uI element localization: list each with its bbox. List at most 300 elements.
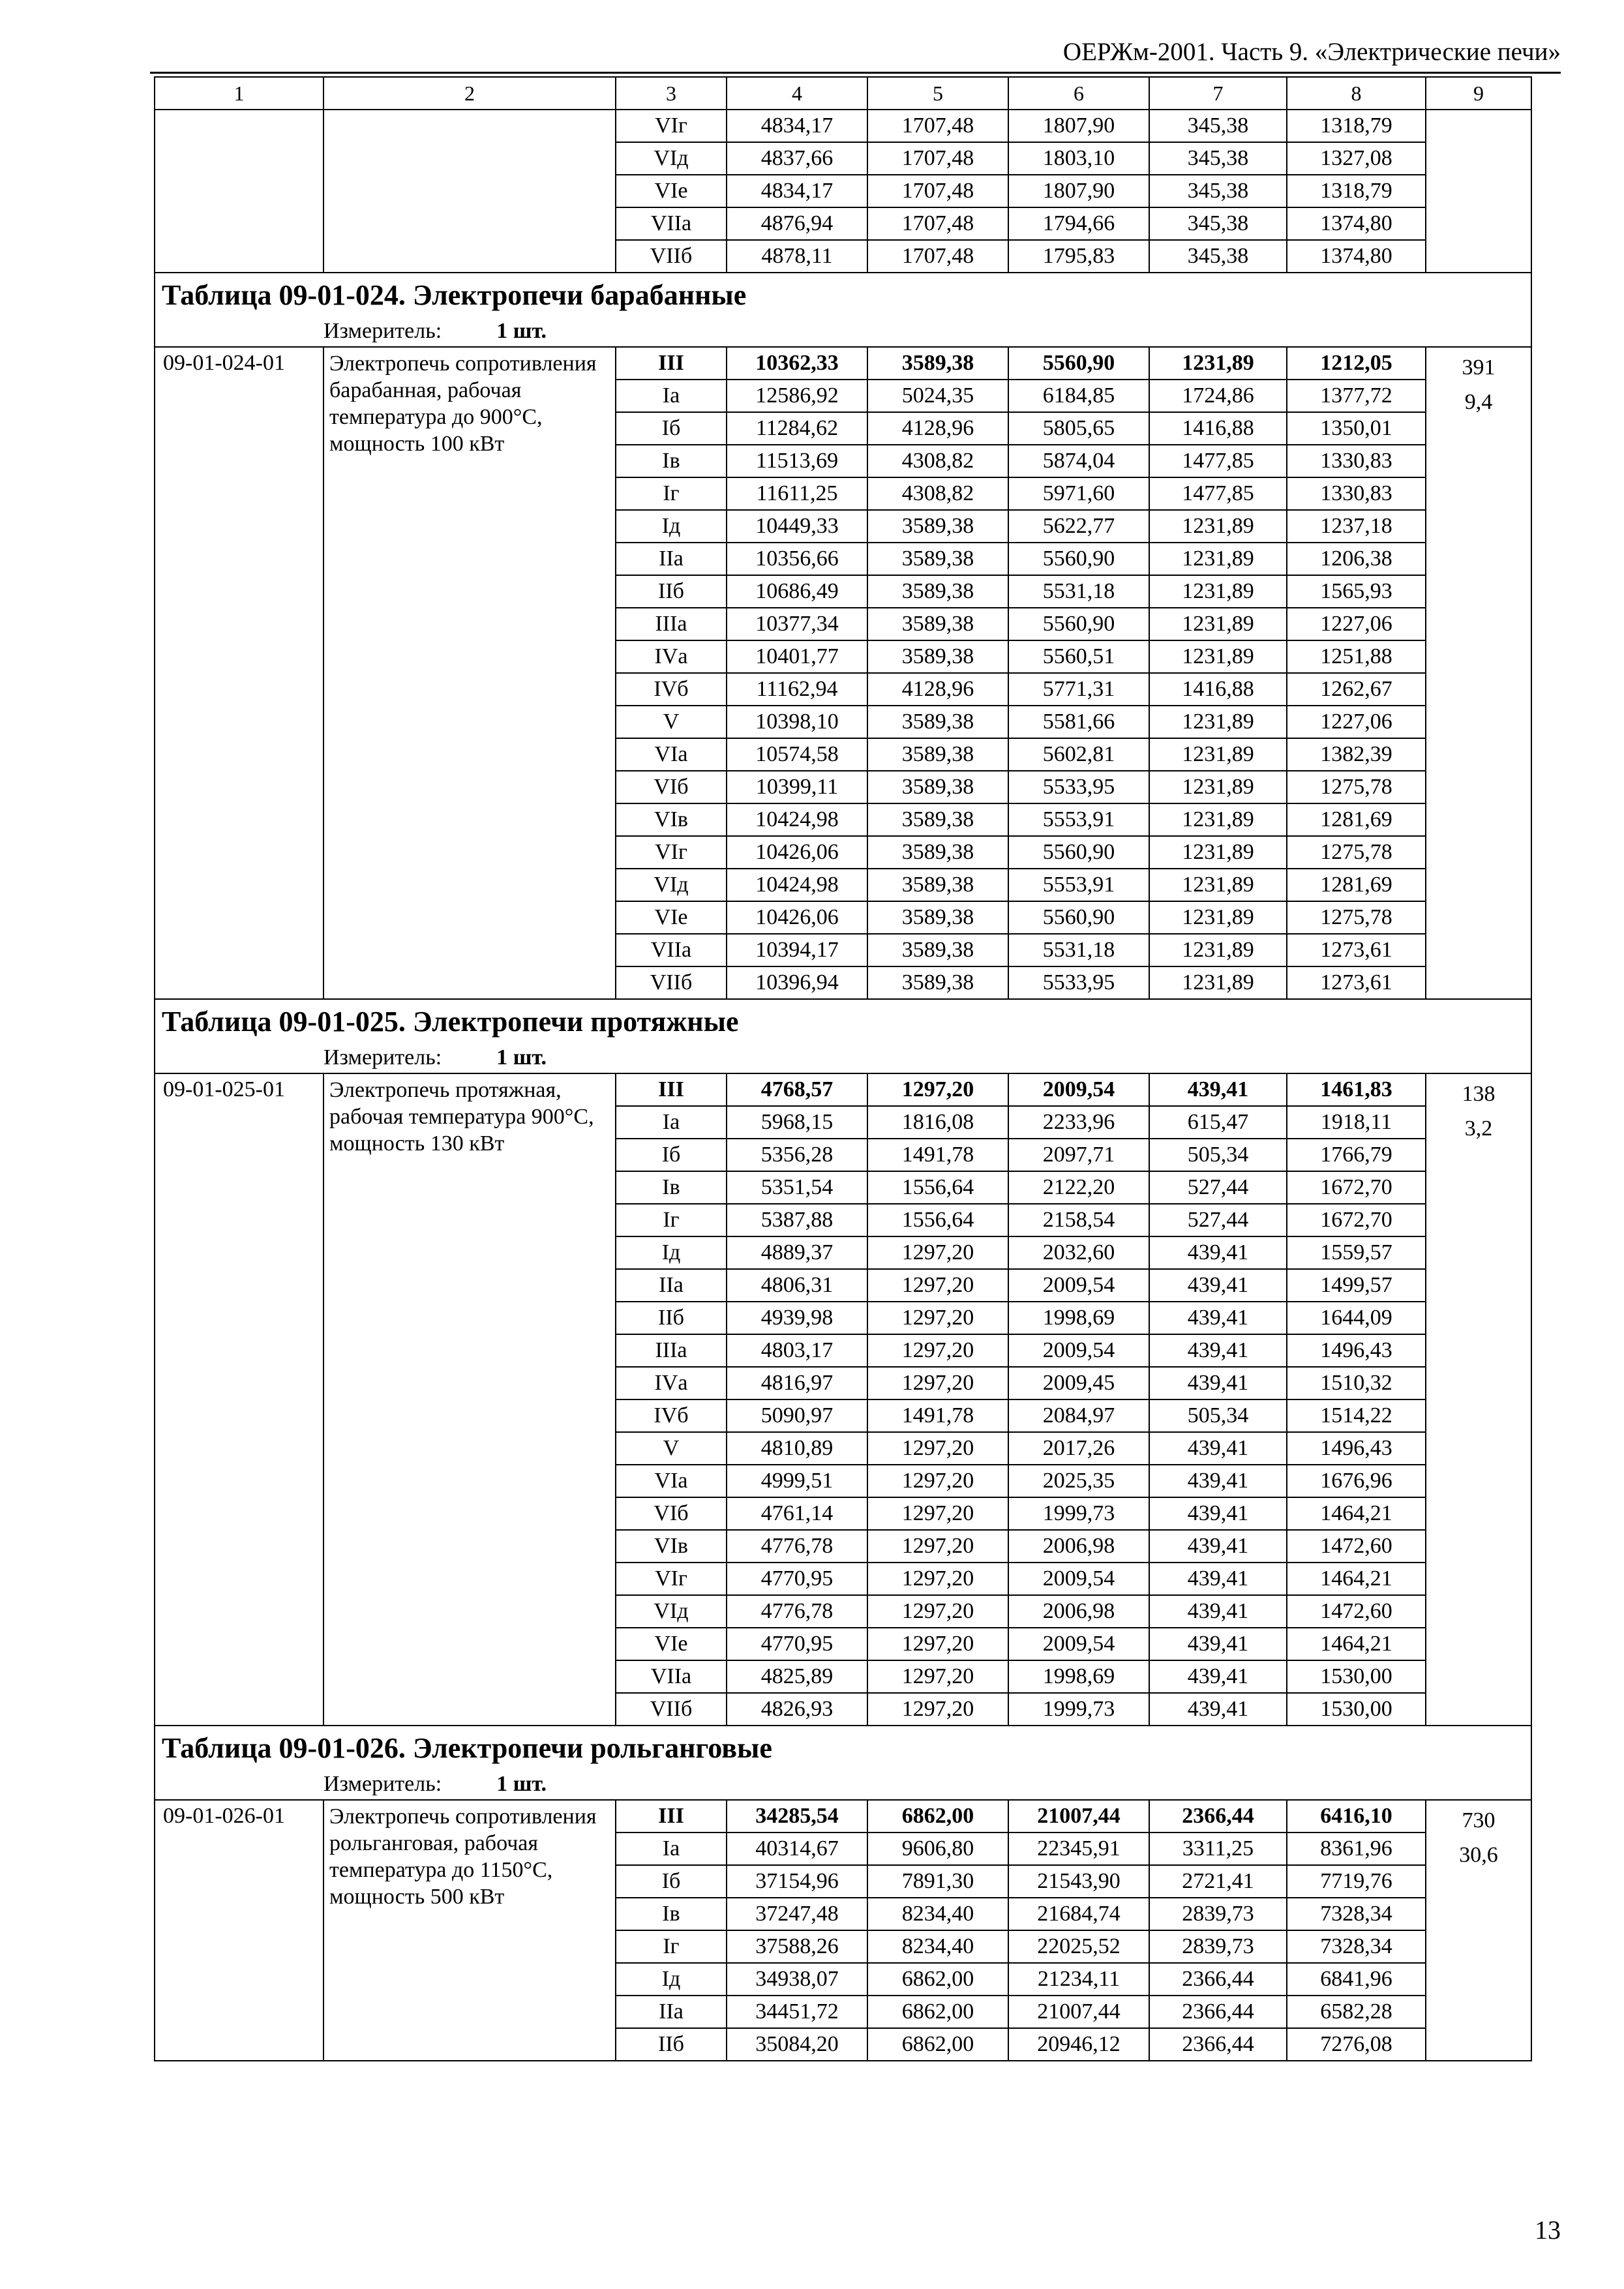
value-cell: 4768,57 <box>727 1073 867 1106</box>
value-cell: 5531,18 <box>1008 575 1149 608</box>
zone-cell: VIд <box>616 869 727 901</box>
value-cell: 4776,78 <box>727 1595 867 1628</box>
value-cell: 5533,95 <box>1008 771 1149 803</box>
value-cell: 22345,91 <box>1008 1833 1149 1865</box>
value-cell: 10377,34 <box>727 608 867 640</box>
zone-cell: VIг <box>616 1563 727 1595</box>
value-cell: 2009,54 <box>1008 1334 1149 1367</box>
value-cell: 1464,21 <box>1287 1628 1426 1660</box>
value-cell: 1999,73 <box>1008 1693 1149 1726</box>
value-cell: 1491,78 <box>867 1139 1008 1171</box>
value-cell: 1565,93 <box>1287 575 1426 608</box>
value-cell: 4128,96 <box>867 673 1008 706</box>
value-cell: 1803,10 <box>1008 142 1149 175</box>
zone-cell: IVа <box>616 1367 727 1399</box>
extra-value: 730 <box>1462 1808 1496 1833</box>
zone-cell: VIг <box>616 110 727 142</box>
value-cell: 1491,78 <box>867 1399 1008 1432</box>
value-cell: 5560,90 <box>1008 608 1149 640</box>
value-cell: 5622,77 <box>1008 510 1149 543</box>
value-cell: 1297,20 <box>867 1073 1008 1106</box>
value-cell: 2122,20 <box>1008 1171 1149 1204</box>
zone-cell: Iг <box>616 477 727 510</box>
value-cell: 1464,21 <box>1287 1563 1426 1595</box>
column-number: 3 <box>616 77 727 110</box>
value-cell: 1477,85 <box>1149 445 1287 477</box>
value-cell: 5971,60 <box>1008 477 1149 510</box>
value-cell: 4770,95 <box>727 1628 867 1660</box>
meter-row <box>155 1045 1531 1073</box>
column-number: 5 <box>867 77 1008 110</box>
value-cell: 1297,20 <box>867 1628 1008 1660</box>
zone-cell: Iд <box>616 1236 727 1269</box>
value-cell: 1530,00 <box>1287 1660 1426 1693</box>
value-cell: 1281,69 <box>1287 803 1426 836</box>
value-cell: 1816,08 <box>867 1106 1008 1139</box>
value-cell: 2721,41 <box>1149 1865 1287 1898</box>
value-cell: 34451,72 <box>727 1996 867 2028</box>
value-cell: 4889,37 <box>727 1236 867 1269</box>
zone-cell: VIIб <box>616 966 727 999</box>
value-cell: 5531,18 <box>1008 934 1149 966</box>
value-cell: 4837,66 <box>727 142 867 175</box>
meter-cell <box>155 1771 1531 1800</box>
value-cell: 1231,89 <box>1149 347 1287 380</box>
value-cell: 4803,17 <box>727 1334 867 1367</box>
value-cell: 1795,83 <box>1008 240 1149 273</box>
meter-unit: 1 шт. <box>496 1772 547 1796</box>
value-cell: 11611,25 <box>727 477 867 510</box>
value-cell: 1231,89 <box>1149 869 1287 901</box>
value-cell: 2009,54 <box>1008 1563 1149 1595</box>
zone-cell: VIIа <box>616 934 727 966</box>
value-cell: 1318,79 <box>1287 110 1426 142</box>
value-cell: 1472,60 <box>1287 1595 1426 1628</box>
value-cell: 10399,11 <box>727 771 867 803</box>
value-cell: 1556,64 <box>867 1204 1008 1236</box>
value-cell: 11284,62 <box>727 412 867 445</box>
value-cell: 1231,89 <box>1149 901 1287 934</box>
value-cell: 1350,01 <box>1287 412 1426 445</box>
value-cell: 2233,96 <box>1008 1106 1149 1139</box>
value-cell: 1275,78 <box>1287 836 1426 869</box>
meter-cell <box>155 1045 1531 1073</box>
value-cell: 1377,72 <box>1287 380 1426 412</box>
value-cell: 2097,71 <box>1008 1139 1149 1171</box>
value-cell: 1275,78 <box>1287 771 1426 803</box>
table-row <box>155 1800 1531 1833</box>
value-cell: 3589,38 <box>867 640 1008 673</box>
extra-values-cell <box>1426 347 1531 999</box>
value-cell: 1374,80 <box>1287 240 1426 273</box>
value-cell: 2009,54 <box>1008 1073 1149 1106</box>
extra-values-cell <box>1426 1800 1531 2061</box>
value-cell: 1999,73 <box>1008 1497 1149 1530</box>
table-title: Таблица 09-01-026. Электропечи рольганговые <box>155 1726 1531 1771</box>
value-cell: 439,41 <box>1149 1628 1287 1660</box>
value-cell: 345,38 <box>1149 142 1287 175</box>
value-cell: 7719,76 <box>1287 1865 1426 1898</box>
value-cell: 1461,83 <box>1287 1073 1426 1106</box>
zone-cell: III <box>616 347 727 380</box>
value-cell: 2009,54 <box>1008 1628 1149 1660</box>
value-cell: 439,41 <box>1149 1693 1287 1726</box>
table-title: Таблица 09-01-024. Электропечи барабанные <box>155 273 1531 318</box>
value-cell: 40314,67 <box>727 1833 867 1865</box>
value-cell: 1231,89 <box>1149 836 1287 869</box>
zone-cell: III <box>616 1800 727 1833</box>
meter-unit: 1 шт. <box>496 1045 547 1070</box>
zone-cell: IIб <box>616 2028 727 2061</box>
value-cell: 21543,90 <box>1008 1865 1149 1898</box>
value-cell: 1231,89 <box>1149 803 1287 836</box>
table-row <box>155 110 1531 142</box>
value-cell: 11513,69 <box>727 445 867 477</box>
value-cell: 1297,20 <box>867 1563 1008 1595</box>
value-cell: 2366,44 <box>1149 1963 1287 1996</box>
value-cell: 3589,38 <box>867 706 1008 738</box>
zone-cell: VIе <box>616 1628 727 1660</box>
value-cell: 1766,79 <box>1287 1139 1426 1171</box>
column-number: 6 <box>1008 77 1149 110</box>
value-cell: 4878,11 <box>727 240 867 273</box>
value-cell: 1281,69 <box>1287 869 1426 901</box>
value-cell: 1530,00 <box>1287 1693 1426 1726</box>
meter-label: Измеритель: <box>323 1772 442 1796</box>
value-cell: 5351,54 <box>727 1171 867 1204</box>
column-number-row <box>155 77 1531 110</box>
table-title: Таблица 09-01-025. Электропечи протяжные <box>155 999 1531 1045</box>
zone-cell: Iа <box>616 380 727 412</box>
value-cell: 1297,20 <box>867 1334 1008 1367</box>
value-cell: 8234,40 <box>867 1930 1008 1963</box>
norm-name: Электропечь протяжная, рабочая температура 900°С, мощность 130 кВт <box>323 1073 616 1726</box>
value-cell: 10396,94 <box>727 966 867 999</box>
value-cell: 1212,05 <box>1287 347 1426 380</box>
value-cell: 439,41 <box>1149 1302 1287 1334</box>
value-cell: 1998,69 <box>1008 1302 1149 1334</box>
norm-name: Электропечь сопротивления барабанная, рабочая температура до 900°С, мощность 100 кВт <box>323 347 616 999</box>
value-cell: 4876,94 <box>727 207 867 240</box>
zone-cell: Iа <box>616 1106 727 1139</box>
value-cell: 5533,95 <box>1008 966 1149 999</box>
extra-value: 3,2 <box>1464 1116 1493 1141</box>
value-cell: 4128,96 <box>867 412 1008 445</box>
value-cell: 439,41 <box>1149 1334 1287 1367</box>
value-cell: 3589,38 <box>867 966 1008 999</box>
value-cell: 4939,98 <box>727 1302 867 1334</box>
value-cell: 1231,89 <box>1149 934 1287 966</box>
value-cell: 4810,89 <box>727 1432 867 1465</box>
zone-cell: VIг <box>616 836 727 869</box>
zone-cell: IIа <box>616 1996 727 2028</box>
value-cell: 3589,38 <box>867 347 1008 380</box>
value-cell: 9606,80 <box>867 1833 1008 1865</box>
page-number: 13 <box>1535 2215 1561 2245</box>
value-cell: 5560,90 <box>1008 347 1149 380</box>
meter-cell <box>155 318 1531 347</box>
value-cell: 345,38 <box>1149 110 1287 142</box>
value-cell: 5581,66 <box>1008 706 1149 738</box>
zone-cell: VIв <box>616 803 727 836</box>
value-cell: 6862,00 <box>867 1800 1008 1833</box>
zone-cell: V <box>616 1432 727 1465</box>
value-cell: 1559,57 <box>1287 1236 1426 1269</box>
value-cell: 1707,48 <box>867 110 1008 142</box>
value-cell: 8234,40 <box>867 1898 1008 1930</box>
table-row <box>155 347 1531 380</box>
value-cell: 3589,38 <box>867 738 1008 771</box>
zone-cell: IIIа <box>616 608 727 640</box>
value-cell: 6862,00 <box>867 1963 1008 1996</box>
value-cell: 1273,61 <box>1287 966 1426 999</box>
value-cell: 1231,89 <box>1149 640 1287 673</box>
zone-cell: IIIа <box>616 1334 727 1367</box>
zone-cell: Iг <box>616 1204 727 1236</box>
zone-cell: Iб <box>616 1139 727 1171</box>
zone-cell: Iв <box>616 445 727 477</box>
column-number: 2 <box>323 77 616 110</box>
value-cell: 7328,34 <box>1287 1930 1426 1963</box>
value-cell: 5387,88 <box>727 1204 867 1236</box>
norm-code: 09-01-026-01 <box>155 1800 323 2061</box>
value-cell: 1297,20 <box>867 1432 1008 1465</box>
value-cell: 5602,81 <box>1008 738 1149 771</box>
value-cell: 37247,48 <box>727 1898 867 1930</box>
value-cell: 1330,83 <box>1287 445 1426 477</box>
value-cell: 3589,38 <box>867 901 1008 934</box>
value-cell: 1496,43 <box>1287 1334 1426 1367</box>
extra-value: 391 <box>1462 355 1496 380</box>
value-cell: 1672,70 <box>1287 1204 1426 1236</box>
value-cell: 2366,44 <box>1149 2028 1287 2061</box>
value-cell: 10356,66 <box>727 543 867 575</box>
value-cell: 5560,51 <box>1008 640 1149 673</box>
value-cell: 6862,00 <box>867 1996 1008 2028</box>
value-cell: 1227,06 <box>1287 608 1426 640</box>
value-cell: 1297,20 <box>867 1465 1008 1497</box>
value-cell: 1297,20 <box>867 1530 1008 1563</box>
value-cell: 22025,52 <box>1008 1930 1149 1963</box>
zone-cell: VIб <box>616 771 727 803</box>
value-cell: 10398,10 <box>727 706 867 738</box>
value-cell: 1382,39 <box>1287 738 1426 771</box>
value-cell: 2158,54 <box>1008 1204 1149 1236</box>
zone-cell: VIе <box>616 175 727 207</box>
value-cell: 4816,97 <box>727 1367 867 1399</box>
value-cell: 1231,89 <box>1149 706 1287 738</box>
value-cell: 1330,83 <box>1287 477 1426 510</box>
value-cell: 1206,38 <box>1287 543 1426 575</box>
value-cell: 3589,38 <box>867 869 1008 901</box>
value-cell: 6416,10 <box>1287 1800 1426 1833</box>
column-number: 1 <box>155 77 323 110</box>
value-cell: 4834,17 <box>727 175 867 207</box>
value-cell: 1707,48 <box>867 240 1008 273</box>
value-cell: 1231,89 <box>1149 608 1287 640</box>
norm-code: 09-01-024-01 <box>155 347 323 999</box>
value-cell: 1262,67 <box>1287 673 1426 706</box>
zone-cell: VIб <box>616 1497 727 1530</box>
value-cell: 1510,32 <box>1287 1367 1426 1399</box>
value-cell: 1227,06 <box>1287 706 1426 738</box>
value-cell: 1297,20 <box>867 1367 1008 1399</box>
zone-cell: V <box>616 706 727 738</box>
value-cell: 2017,26 <box>1008 1432 1149 1465</box>
norm-code: 09-01-025-01 <box>155 1073 323 1726</box>
zone-cell: Iв <box>616 1898 727 1930</box>
zone-cell: Iв <box>616 1171 727 1204</box>
value-cell: 5356,28 <box>727 1139 867 1171</box>
value-cell: 37154,96 <box>727 1865 867 1898</box>
value-cell: 10362,33 <box>727 347 867 380</box>
value-cell: 5771,31 <box>1008 673 1149 706</box>
value-cell: 10449,33 <box>727 510 867 543</box>
extra-value: 138 <box>1462 1082 1496 1106</box>
meter-label: Измеритель: <box>323 1045 442 1070</box>
zone-cell: Iа <box>616 1833 727 1865</box>
value-cell: 439,41 <box>1149 1269 1287 1302</box>
value-cell: 439,41 <box>1149 1432 1287 1465</box>
name-cell-empty <box>323 110 616 273</box>
zone-cell: VIа <box>616 1465 727 1497</box>
value-cell: 1724,86 <box>1149 380 1287 412</box>
value-cell: 1464,21 <box>1287 1497 1426 1530</box>
zone-cell: Iг <box>616 1930 727 1963</box>
value-cell: 1556,64 <box>867 1171 1008 1204</box>
value-cell: 10424,98 <box>727 803 867 836</box>
meter-row <box>155 318 1531 347</box>
value-cell: 1707,48 <box>867 175 1008 207</box>
value-cell: 1676,96 <box>1287 1465 1426 1497</box>
value-cell: 12586,92 <box>727 380 867 412</box>
value-cell: 2006,98 <box>1008 1530 1149 1563</box>
value-cell: 439,41 <box>1149 1660 1287 1693</box>
value-cell: 5560,90 <box>1008 836 1149 869</box>
code-cell-empty <box>155 110 323 273</box>
zone-cell: III <box>616 1073 727 1106</box>
value-cell: 10401,77 <box>727 640 867 673</box>
value-cell: 4999,51 <box>727 1465 867 1497</box>
norm-name: Электропечь сопротивления рольганговая, рабочая температура до 1150°С, мощность 500 кВт <box>323 1800 616 2061</box>
value-cell: 1477,85 <box>1149 477 1287 510</box>
value-cell: 1297,20 <box>867 1660 1008 1693</box>
value-cell: 439,41 <box>1149 1465 1287 1497</box>
value-cell: 4825,89 <box>727 1660 867 1693</box>
zone-cell: VIе <box>616 901 727 934</box>
zone-cell: VIIб <box>616 240 727 273</box>
value-cell: 1251,88 <box>1287 640 1426 673</box>
table-row <box>155 1073 1531 1106</box>
value-cell: 34938,07 <box>727 1963 867 1996</box>
value-cell: 1231,89 <box>1149 543 1287 575</box>
value-cell: 439,41 <box>1149 1073 1287 1106</box>
zone-cell: VIIа <box>616 1660 727 1693</box>
value-cell: 21684,74 <box>1008 1898 1149 1930</box>
value-cell: 1231,89 <box>1149 738 1287 771</box>
value-cell: 5560,90 <box>1008 543 1149 575</box>
zone-cell: IVб <box>616 1399 727 1432</box>
value-cell: 1297,20 <box>867 1693 1008 1726</box>
value-cell: 439,41 <box>1149 1595 1287 1628</box>
value-cell: 2084,97 <box>1008 1399 1149 1432</box>
value-cell: 3589,38 <box>867 836 1008 869</box>
value-cell: 1327,08 <box>1287 142 1426 175</box>
value-cell: 615,47 <box>1149 1106 1287 1139</box>
value-cell: 7891,30 <box>867 1865 1008 1898</box>
value-cell: 11162,94 <box>727 673 867 706</box>
value-cell: 4806,31 <box>727 1269 867 1302</box>
price-table <box>154 76 1532 2061</box>
value-cell: 4770,95 <box>727 1563 867 1595</box>
value-cell: 6841,96 <box>1287 1963 1426 1996</box>
value-cell: 5553,91 <box>1008 869 1149 901</box>
zone-cell: IIб <box>616 1302 727 1334</box>
value-cell: 1297,20 <box>867 1269 1008 1302</box>
value-cell: 1374,80 <box>1287 207 1426 240</box>
value-cell: 1416,88 <box>1149 673 1287 706</box>
zone-cell: IIб <box>616 575 727 608</box>
value-cell: 2839,73 <box>1149 1898 1287 1930</box>
value-cell: 5968,15 <box>727 1106 867 1139</box>
value-cell: 10424,98 <box>727 869 867 901</box>
value-cell: 1231,89 <box>1149 575 1287 608</box>
running-header: ОЕРЖм-2001. Часть 9. «Электрические печи» <box>1062 38 1561 66</box>
table-title-row <box>155 273 1531 318</box>
value-cell: 2009,45 <box>1008 1367 1149 1399</box>
zone-cell: Iб <box>616 412 727 445</box>
value-cell: 2032,60 <box>1008 1236 1149 1269</box>
value-cell: 1273,61 <box>1287 934 1426 966</box>
value-cell: 4826,93 <box>727 1693 867 1726</box>
meter-unit: 1 шт. <box>496 319 547 343</box>
value-cell: 1794,66 <box>1008 207 1149 240</box>
value-cell: 3589,38 <box>867 608 1008 640</box>
column-number: 8 <box>1287 77 1426 110</box>
value-cell: 3589,38 <box>867 771 1008 803</box>
value-cell: 1297,20 <box>867 1497 1008 1530</box>
zone-cell: VIIб <box>616 1693 727 1726</box>
zone-cell: VIв <box>616 1530 727 1563</box>
value-cell: 345,38 <box>1149 207 1287 240</box>
value-cell: 7276,08 <box>1287 2028 1426 2061</box>
value-cell: 4308,82 <box>867 477 1008 510</box>
zone-cell: Iд <box>616 510 727 543</box>
value-cell: 527,44 <box>1149 1204 1287 1236</box>
value-cell: 1237,18 <box>1287 510 1426 543</box>
value-cell: 10426,06 <box>727 836 867 869</box>
extra-values-cell <box>1426 1073 1531 1726</box>
value-cell: 439,41 <box>1149 1563 1287 1595</box>
value-cell: 4834,17 <box>727 110 867 142</box>
value-cell: 1472,60 <box>1287 1530 1426 1563</box>
value-cell: 1318,79 <box>1287 175 1426 207</box>
value-cell: 10394,17 <box>727 934 867 966</box>
zone-cell: Iд <box>616 1963 727 1996</box>
value-cell: 5090,97 <box>727 1399 867 1432</box>
value-cell: 5805,65 <box>1008 412 1149 445</box>
value-cell: 21234,11 <box>1008 1963 1149 1996</box>
value-cell: 439,41 <box>1149 1236 1287 1269</box>
value-cell: 4761,14 <box>727 1497 867 1530</box>
column-number: 9 <box>1426 77 1531 110</box>
table-title-row <box>155 1726 1531 1771</box>
extra-value: 30,6 <box>1459 1843 1498 1867</box>
extra-value: 9,4 <box>1464 390 1493 414</box>
value-cell: 3589,38 <box>867 934 1008 966</box>
zone-cell: VIд <box>616 142 727 175</box>
value-cell: 439,41 <box>1149 1367 1287 1399</box>
